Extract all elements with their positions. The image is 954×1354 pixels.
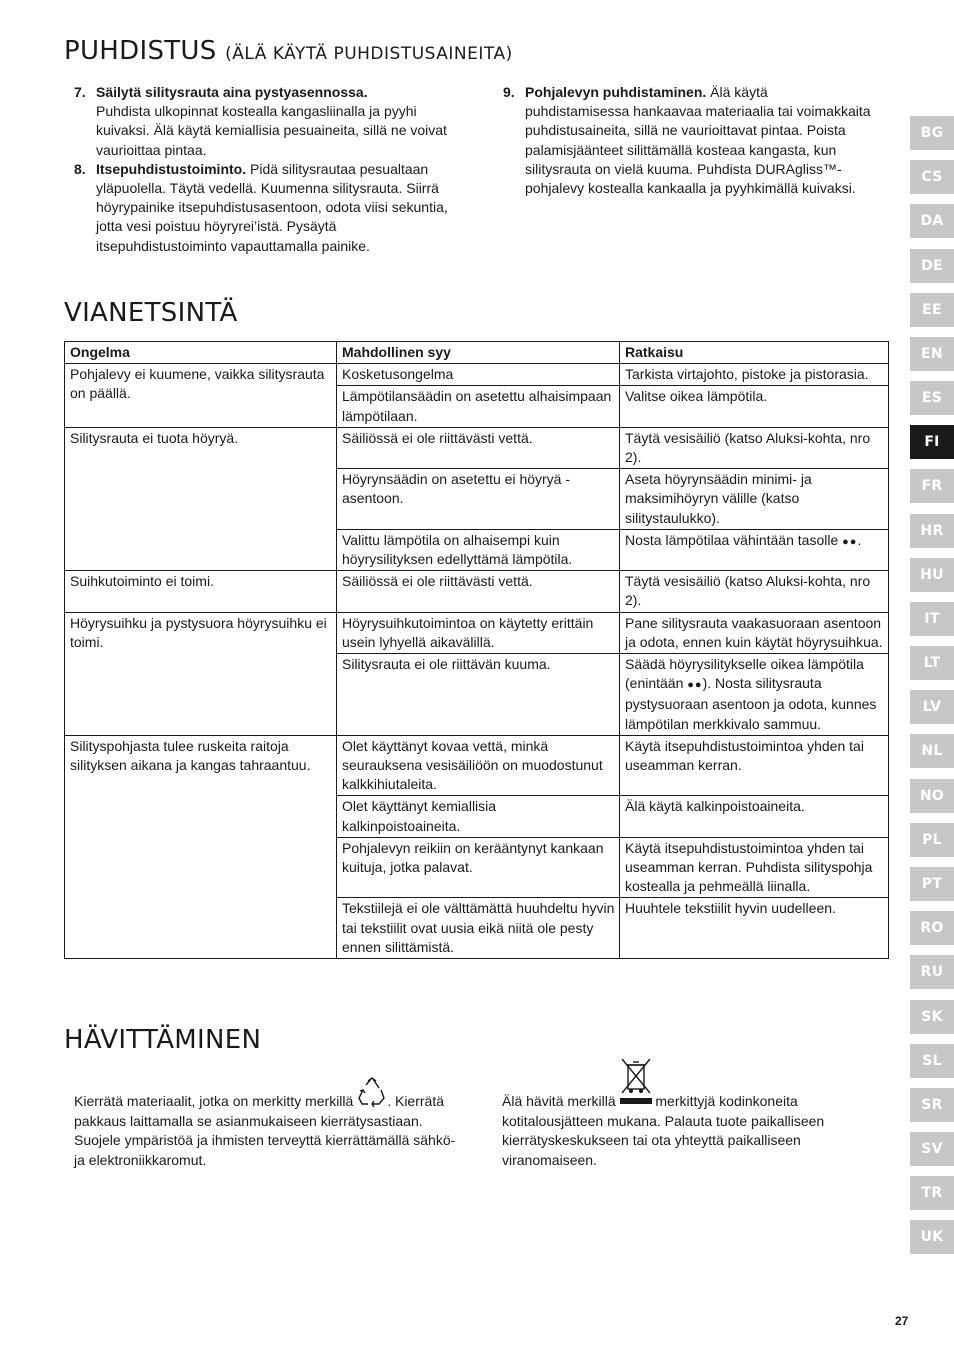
troubleshooting-heading — [64, 298, 238, 328]
cause-cell: Olet käyttänyt kemiallisia kalkinpoistoaineita. — [337, 796, 620, 837]
language-tab-hr[interactable]: HR — [910, 514, 954, 548]
weee-text-end: merkittyjä kodinkoneita kotitalousjätteen mukana. Palauta tuote paikalliseen kierrätyskeskukseen tai ota yhteyttä paikalliseen viranomaiseen. — [502, 1093, 825, 1168]
table-row — [65, 427, 889, 468]
item-heading: Säilytä silitysrauta aina pystyasennossa. — [96, 84, 368, 100]
language-tab-hu[interactable]: HU — [910, 558, 954, 592]
item-heading: Pohjalevyn puhdistaminen. — [525, 84, 707, 100]
language-tab-ee[interactable]: EE — [910, 293, 954, 327]
solution-cell: Pane silitysrauta vaakasuoraan asentoon ja odota, ennen kuin käytät höyrysuihkua. — [620, 612, 889, 653]
language-tab-sr[interactable]: SR — [910, 1088, 954, 1122]
solution-cell: Aseta höyrynsäädin minimi- ja maksimihöyryn välille (katso silitystaulukko). — [620, 469, 889, 530]
item-number: 8. — [74, 160, 86, 177]
temperature-dots-icon: ●● — [687, 679, 703, 692]
troubleshooting-title: VIANETSINTÄ — [64, 298, 238, 328]
solution-text: Säädä höyrysilitykselle oikea lämpötila (enintään — [625, 656, 864, 692]
problem-cell: Silityspohjasta tulee ruskeita raitoja silityksen aikana ja kangas tahraantuu. — [65, 735, 337, 958]
language-tab-en[interactable]: EN — [910, 337, 954, 371]
disposal-recycle-text — [74, 1092, 459, 1170]
solution-cell: Täytä vesisäiliö (katso Aluksi-kohta, nro 2). — [620, 427, 889, 468]
table-row — [65, 735, 889, 796]
table-header-row — [65, 342, 889, 364]
cause-cell: Säiliössä ei ole riittävästi vettä. — [337, 427, 620, 468]
problem-cell: Höyrysuihku ja pystysuora höyrysuihku ei toimi. — [65, 612, 337, 735]
solution-text-end: ). Nosta silitysrauta pystysuoraan asentoon ja odota, kunnes lämpötilan merkkivalo sammuu. — [625, 675, 877, 732]
language-tab-ro[interactable]: RO — [910, 911, 954, 945]
language-tab-lt[interactable]: LT — [910, 646, 954, 680]
solution-cell: Täytä vesisäiliö (katso Aluksi-kohta, nro 2). — [620, 571, 889, 612]
solution-cell — [620, 529, 889, 570]
cleaning-item-7 — [64, 83, 464, 160]
language-tab-ru[interactable]: RU — [910, 955, 954, 989]
solution-cell: Käytä itsepuhdistustoimintoa yhden tai useamman kerran. — [620, 735, 889, 796]
language-tab-cs[interactable]: CS — [910, 160, 954, 194]
table-row — [65, 364, 889, 386]
solution-cell: Älä käytä kalkinpoistoaineita. — [620, 796, 889, 837]
language-tab-fi[interactable]: FI — [910, 425, 954, 459]
item-number: 9. — [503, 84, 515, 100]
cause-cell: Lämpötilansäädin on asetettu alhaisimpaan lämpötilaan. — [337, 386, 620, 427]
table-row — [65, 612, 889, 653]
disposal-title: HÄVITTÄMINEN — [64, 1025, 262, 1055]
cause-cell: Valittu lämpötila on alhaisempi kuin höyrysilityksen edellyttämä lämpötila. — [337, 529, 620, 570]
column-header-cause: Mahdollinen syy — [337, 342, 620, 364]
language-tab-da[interactable]: DA — [910, 204, 954, 238]
language-tab-de[interactable]: DE — [910, 249, 954, 283]
cause-cell: Kosketusongelma — [337, 364, 620, 386]
cleaning-title: PUHDISTUS — [64, 36, 217, 66]
language-tab-pl[interactable]: PL — [910, 823, 954, 857]
cause-cell: Höyrynsäädin on asetettu ei höyryä -asentoon. — [337, 469, 620, 530]
column-header-solution: Ratkaisu — [620, 342, 889, 364]
language-tab-no[interactable]: NO — [910, 779, 954, 813]
item-number: 7. — [74, 84, 86, 100]
cleaning-heading — [64, 36, 513, 66]
language-tab-it[interactable]: IT — [910, 602, 954, 636]
cause-cell: Höyrysuihkutoimintoa on käytetty erittäin usein lyhyellä aikavälillä. — [337, 612, 620, 653]
cause-cell: Pohjalevyn reikiin on kerääntynyt kankaan kuituja, jotka palavat. — [337, 837, 620, 898]
crossed-bin-icon — [620, 1095, 652, 1109]
weee-text-start: Älä hävitä merkillä — [502, 1093, 616, 1109]
language-tab-sv[interactable]: SV — [910, 1132, 954, 1166]
language-tab-lv[interactable]: LV — [910, 690, 954, 724]
temperature-dots-icon: ●● — [842, 535, 858, 548]
recycle-text-start: Kierrätä materiaalit, jotka on merkitty merkillä — [74, 1093, 354, 1109]
problem-cell: Pohjalevy ei kuumene, vaikka silitysrauta on päällä. — [65, 364, 337, 428]
disposal-heading — [64, 1025, 261, 1055]
language-tab-sl[interactable]: SL — [910, 1044, 954, 1078]
solution-cell: Valitse oikea lämpötila. — [620, 386, 889, 427]
language-tab-uk[interactable]: UK — [910, 1220, 954, 1254]
cleaning-left-column — [64, 83, 464, 256]
problem-cell: Silitysrauta ei tuota höyryä. — [65, 427, 337, 570]
language-tab-tr[interactable]: TR — [910, 1176, 954, 1210]
solution-text: Nosta lämpötilaa vähintään tasolle — [625, 531, 839, 548]
cleaning-subtitle: (ÄLÄ KÄYTÄ PUHDISTUSAINEITA) — [225, 44, 513, 64]
table-row — [65, 571, 889, 612]
language-tab-bg[interactable]: BG — [910, 116, 954, 150]
problem-cell: Suihkutoiminto ei toimi. — [65, 571, 337, 612]
language-tab-nl[interactable]: NL — [910, 734, 954, 768]
language-tab-fr[interactable]: FR — [910, 469, 954, 503]
cause-cell: Tekstiilejä ei ole välttämättä huuhdeltu hyvin tai tekstiilit ovat uusia eikä niitä ole pesty ennen silittämistä. — [337, 898, 620, 959]
recycle-text-end: . Kierrätä pakkaus laittamalla se asianmukaiseen kierrätysastiaan. Suojele ympäristöä ja ihmisten terveyttä kierrättämällä sähkö- ja elektroniikkaromut. — [74, 1093, 456, 1168]
cause-cell: Säiliössä ei ole riittävästi vettä. — [337, 571, 620, 612]
language-tab-pt[interactable]: PT — [910, 867, 954, 901]
cause-cell: Silitysrauta ei ole riittävän kuuma. — [337, 654, 620, 736]
solution-cell — [620, 654, 889, 736]
solution-text-end: . — [857, 531, 862, 548]
recycle-icon — [357, 1077, 387, 1109]
solution-cell: Käytä itsepuhdistustoimintoa yhden tai useamman kerran. Puhdista silityspohja kostealla ja pehmeällä liinalla. — [620, 837, 889, 898]
disposal-weee-text — [502, 1092, 872, 1170]
item-heading: Itsepuhdistustoiminto. — [96, 160, 247, 177]
page-number: 27 — [895, 1314, 909, 1328]
column-header-problem: Ongelma — [65, 342, 337, 364]
solution-cell: Huuhtele tekstiilit hyvin uudelleen. — [620, 898, 889, 959]
troubleshooting-table — [64, 341, 889, 959]
cause-cell: Olet käyttänyt kovaa vettä, minkä seurauksena vesisäiliöön on muodostunut kalkkihiutaleita. — [337, 735, 620, 796]
item-text: Puhdista ulkopinnat kostealla kangasliinalla ja pyyhi kuivaksi. Älä käytä kemiallisia pesuaineita, sillä ne voivat vaurioittaa pintaa. — [96, 103, 447, 158]
language-tab-es[interactable]: ES — [910, 381, 954, 415]
solution-cell: Tarkista virtajohto, pistoke ja pistorasia. — [620, 364, 889, 386]
item-text: Pidä silitysrautaa pesualtaan yläpuolella. Täytä vedellä. Kuumenna silitysrauta. Siirrä höyrypainike itsepuhdistusasentoon, odota viisi sekuntia, jotta vesi poistuu höyryrei’istä. Pysäytä itsepuhdistustoiminto vapauttamalla painike. — [96, 160, 448, 254]
cleaning-item-8 — [64, 160, 464, 256]
language-tab-sk[interactable]: SK — [910, 1000, 954, 1034]
cleaning-item-9 — [493, 83, 873, 198]
cleaning-right-column — [493, 83, 873, 198]
item-text: Älä käytä puhdistamisessa hankaavaa materiaalia tai voimakkaita puhdistusaineita, sillä ne vaurioittavat pintaa. Poista palamisjäänteet silittämällä kosteaa kangasta, kun silitysrauta on vielä kuuma. Puhdista DURAgliss™-pohjalevy kostealla kankaalla ja pyyhkimällä kuivaksi. — [525, 84, 871, 197]
